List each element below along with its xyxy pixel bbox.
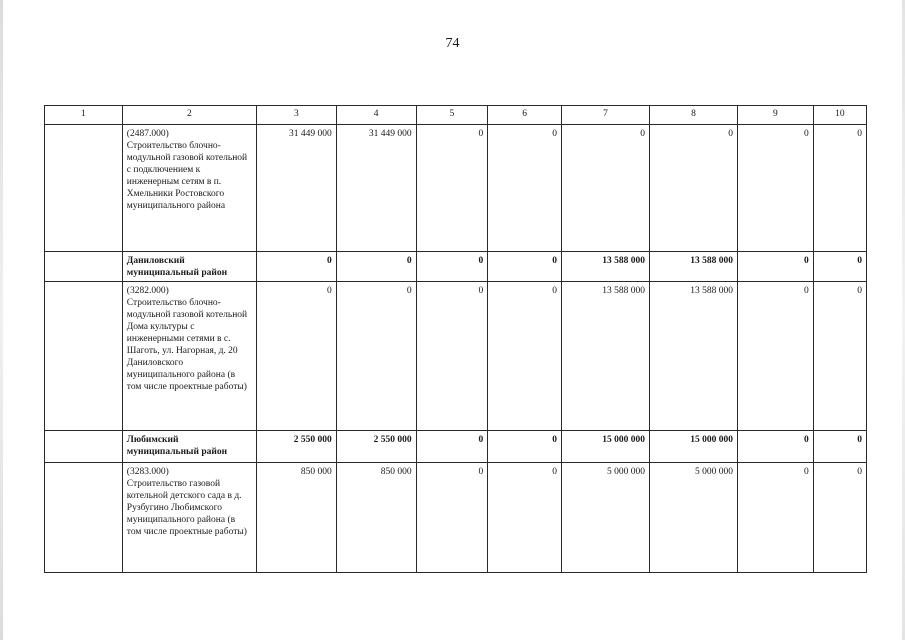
value-col-3: 31 449 000 (256, 125, 336, 252)
district-name: Даниловский муниципальный район (122, 252, 256, 282)
row-number-cell (45, 252, 123, 282)
value-col-5: 0 (416, 463, 488, 573)
value-col-9: 0 (738, 431, 814, 463)
value-col-8: 0 (649, 125, 737, 252)
column-header-8: 8 (649, 106, 737, 125)
value-col-5: 0 (416, 282, 488, 431)
value-col-7: 13 588 000 (561, 252, 649, 282)
table-row-group (45, 252, 867, 282)
row-number-cell (45, 125, 123, 252)
value-col-5: 0 (416, 252, 488, 282)
value-col-4: 2 550 000 (336, 431, 416, 463)
value-col-4: 850 000 (336, 463, 416, 573)
value-col-8: 5 000 000 (649, 463, 737, 573)
value-col-9: 0 (738, 125, 814, 252)
value-col-4: 31 449 000 (336, 125, 416, 252)
value-col-9: 0 (738, 463, 814, 573)
value-col-10: 0 (813, 252, 866, 282)
budget-table (44, 105, 867, 573)
value-col-5: 0 (416, 431, 488, 463)
item-code: (3283.000) (126, 467, 169, 477)
value-col-7: 5 000 000 (561, 463, 649, 573)
value-col-6: 0 (488, 463, 562, 573)
value-col-7: 0 (561, 125, 649, 252)
table-row (45, 463, 867, 573)
item-description (122, 125, 256, 252)
item-description (122, 282, 256, 431)
value-col-10: 0 (813, 282, 866, 431)
row-number-cell (45, 282, 123, 431)
column-header-3: 3 (256, 106, 336, 125)
value-col-6: 0 (488, 252, 562, 282)
item-code: (3282.000) (126, 286, 169, 296)
column-header-5: 5 (416, 106, 488, 125)
table-row (45, 282, 867, 431)
value-col-5: 0 (416, 125, 488, 252)
item-description (122, 463, 256, 573)
value-col-9: 0 (738, 282, 814, 431)
value-col-10: 0 (813, 463, 866, 573)
value-col-7: 13 588 000 (561, 282, 649, 431)
value-col-6: 0 (488, 282, 562, 431)
value-col-6: 0 (488, 125, 562, 252)
page-number: 74 (445, 36, 460, 51)
table-row (45, 125, 867, 252)
value-col-10: 0 (813, 125, 866, 252)
column-header-7: 7 (561, 106, 649, 125)
value-col-6: 0 (488, 431, 562, 463)
row-number-cell (45, 431, 123, 463)
item-title: Строительство блочно-модульной газовой котельной с подключением к инженерным сетям в п. Хмельники Ростовского муниципального района (126, 141, 248, 211)
value-col-3: 0 (256, 282, 336, 431)
value-col-8: 13 588 000 (649, 252, 737, 282)
district-name: Любимский муниципальный район (122, 431, 256, 463)
item-title: Строительство блочно-модульной газовой котельной Дома культуры с инженерными сетями в с. Шаготь, ул. Нагорная, д. 20 Даниловского муниципального района (в том числе проектные работы) (126, 298, 248, 392)
row-number-cell (45, 463, 123, 573)
column-header-1: 1 (45, 106, 123, 125)
item-code: (2487.000) (126, 129, 169, 139)
value-col-8: 15 000 000 (649, 431, 737, 463)
item-title: Строительство газовой котельной детского сада в д. Рузбугино Любимского муниципального района (в том числе проектные работы) (126, 479, 247, 537)
column-header-4: 4 (336, 106, 416, 125)
value-col-7: 15 000 000 (561, 431, 649, 463)
value-col-3: 850 000 (256, 463, 336, 573)
column-header-10: 10 (813, 106, 866, 125)
value-col-4: 0 (336, 282, 416, 431)
column-header-2: 2 (122, 106, 256, 125)
table-row-group (45, 431, 867, 463)
scan-edge-left (0, 0, 3, 640)
table-header-row (45, 106, 867, 125)
value-col-9: 0 (738, 252, 814, 282)
column-header-6: 6 (488, 106, 562, 125)
value-col-3: 2 550 000 (256, 431, 336, 463)
value-col-8: 13 588 000 (649, 282, 737, 431)
value-col-3: 0 (256, 252, 336, 282)
column-header-9: 9 (738, 106, 814, 125)
value-col-10: 0 (813, 431, 866, 463)
value-col-4: 0 (336, 252, 416, 282)
